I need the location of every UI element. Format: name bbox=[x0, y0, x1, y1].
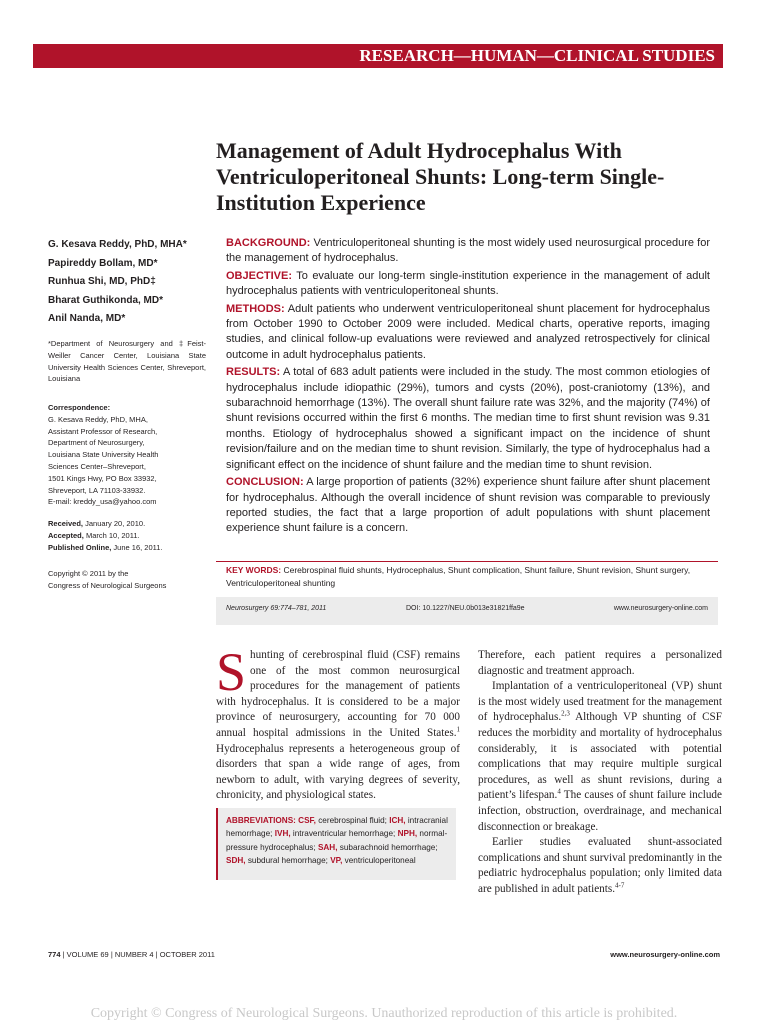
page-number: 774 bbox=[48, 950, 61, 959]
journal-url[interactable]: www.neurosurgery-online.com bbox=[613, 605, 708, 612]
author-list bbox=[48, 236, 208, 329]
author-name: Papireddy Bollam, MD* bbox=[48, 257, 158, 269]
date-published: Published Online, June 16, 2011. bbox=[48, 542, 163, 552]
abbreviations-box: ABBREVIATIONS: CSF, cerebrospinal fluid; ICH, intracranial hemorrhage; IVH, intraventricular hemorrhage; NPH, normal-pressure hydrocephalus; SAH, subarachnoid hemorrhage; SDH, subdural hemorrhage; VP, ventriculoperitoneal bbox=[216, 808, 456, 880]
correspondence-line: Shreveport, LA 71103-33932. bbox=[48, 485, 146, 495]
abstract-results: RESULTS: A total of 683 adult patients were included in the study. The most common etiologies of hydrocephalus include idiopathic (29%), tumors and cysts (20%), post-craniotomy (13%), and subarachnoid hemorrhage (13%). The overall shunt failure rate was 32%, and the majority (74%) of shunt revisions occurred within the first 6 months. The median time to first shunt revision was 9.31 months. Etiology of hydrocephalus showed a significant impact on the incidence of shunt revision/failure and on the median time to shunt revision. Similarly, the type of hydrocephalus had a significant effect on the incidence of shunt failure and the median time to shunt revision. bbox=[226, 366, 710, 471]
correspondence-line: Sciences Center–Shreveport, bbox=[48, 461, 146, 471]
page-footer-left: 774 | VOLUME 69 | NUMBER 4 | OCTOBER 2011 bbox=[48, 950, 215, 959]
body-paragraph: Therefore, each patient requires a personalized diagnostic and treatment approach. bbox=[478, 649, 722, 677]
abstract-conclusion: CONCLUSION: A large proportion of patients (32%) experience shunt failure after shunt placement for hydrocephalus. Although the overall incidence of shunt revision was comparable to previously reported studies, the fact that a large proportion of adult populations with shunt placement experience shunt failure is a concern. bbox=[226, 476, 710, 535]
author-name: Anil Nanda, MD* bbox=[48, 313, 126, 324]
date-received: Received, January 20, 2010. bbox=[48, 519, 146, 528]
journal-citation: Neurosurgery 69:774–781, 2011 bbox=[226, 605, 327, 612]
body-column-left bbox=[216, 642, 460, 804]
author-name: G. Kesava Reddy, PhD, MHA* bbox=[48, 239, 187, 250]
article-dates bbox=[48, 518, 208, 553]
correspondence-email[interactable]: E-mail: kreddy_usa@yahoo.com bbox=[48, 497, 157, 507]
date-accepted: Accepted, March 10, 2011. bbox=[48, 530, 140, 540]
author-name: Bharat Guthikonda, MD* bbox=[48, 294, 164, 306]
correspondence-line: Assistant Professor of Research, bbox=[48, 426, 158, 436]
doi[interactable]: DOI: 10.1227/NEU.0b013e31821ffa9e bbox=[406, 605, 525, 612]
abstract-methods: METHODS: Adult patients who underwent ventriculoperitoneal shunt placement for hydrocephalus from October 1990 to October 2009 were included. Medical charts, operative reports, imaging studies, and clinical follow-up evaluations were reviewed and analyzed retrospectively for clinical outcome in adult hydrocephalus patients. bbox=[226, 302, 710, 361]
keywords-rule bbox=[216, 561, 718, 562]
body-paragraph: Implantation of a ventriculoperitoneal (VP) shunt is the most widely used treatment for the management of hydrocephalus.$^{2,3}$ Although VP shunting of CSF reduces the morbidity and mortality of hydrocephalus considerably, it is associated with potential complications that may require multiple surgical procedures, as well as shunt revisions, during a patient’s lifespan.$^4$ The causes of shunt failure include infection, obstruction, overdrainage, and mechanical disconnection or breakage. bbox=[478, 680, 722, 833]
affiliation: *Department of Neurosurgery and ‡Feist-Weiller Cancer Center, Louisiana State University Health Sciences Center, Shreveport, Louisiana bbox=[48, 339, 206, 384]
correspondence-line: 1501 Kings Hwy, PO Box 33932, bbox=[48, 473, 157, 483]
correspondence-heading: Correspondence: bbox=[48, 403, 111, 412]
abstract-background: BACKGROUND: Ventriculoperitoneal shunting is the most widely used neurosurgical procedure for the management of hydrocephalus. bbox=[226, 237, 710, 265]
correspondence-line: G. Kesava Reddy, PhD, MHA, bbox=[48, 414, 148, 424]
body-column-right bbox=[478, 648, 722, 898]
abstract-objective: OBJECTIVE: To evaluate our long-term single-institution experience in the management of adult hydrocephalus patients with ventriculoperitoneal shunts. bbox=[226, 269, 710, 298]
correspondence-line: Department of Neurosurgery, bbox=[48, 438, 145, 448]
copyright-notice: Copyright © 2011 by the Congress of Neurological Surgeons bbox=[48, 569, 167, 590]
citation-bar bbox=[216, 597, 718, 625]
page-footer-url[interactable]: www.neurosurgery-online.com bbox=[610, 950, 720, 959]
copyright-watermark: Copyright © Congress of Neurological Surgeons. Unauthorized reproduction of this article is prohibited. bbox=[90, 1006, 678, 1021]
keywords: KEY WORDS: Cerebrospinal fluid shunts, Hydrocephalus, Shunt complication, Shunt failure, Shunt revision, Shunt surgery, Ventriculoperitoneal shunting bbox=[226, 565, 691, 588]
article-title: Management of Adult Hydrocephalus With Ventriculoperitoneal Shunts: Long-term Single-Institution Experience bbox=[216, 138, 665, 215]
body-paragraph: Shunting of cerebrospinal fluid (CSF) remains one of the most common neurosurgical procedures for the management of patients with hydrocephalus. It is considered to be a major province of neurosurgery, accounting for 70 000 annual hospital admissions in the United States.$^1$ Hydrocephalus represents a heterogeneous group of disorders that span a wide range of ages, from newborn to adult, with varying degrees of severity, chronicity, and physiological states. bbox=[216, 642, 460, 802]
author-name: Runhua Shi, MD, PhD‡ bbox=[48, 276, 156, 287]
body-paragraph: Earlier studies evaluated shunt-associated complications and shunt survival predominantly in the pediatric hydrocephalus population; only limited data are published in adult patients.$^{4-7}$ bbox=[478, 836, 722, 895]
drop-cap: S bbox=[216, 642, 247, 702]
abstract bbox=[226, 236, 710, 539]
correspondence-line: Louisiana State University Health bbox=[48, 450, 159, 460]
section-banner: RESEARCH—HUMAN—CLINICAL STUDIES bbox=[33, 44, 723, 68]
correspondence bbox=[48, 402, 208, 508]
